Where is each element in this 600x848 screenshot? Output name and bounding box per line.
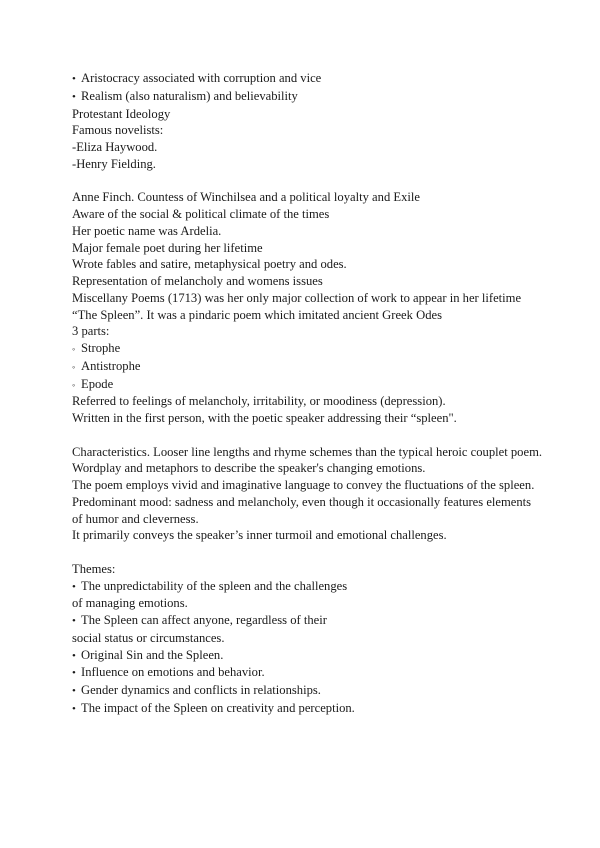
bullet-icon: ◦ bbox=[72, 344, 76, 354]
text-line: Wordplay and metaphors to describe the speaker's changing emotions. bbox=[72, 461, 426, 476]
theme-text: Original Sin and the Spleen. bbox=[81, 647, 224, 662]
paragraph-spacer bbox=[72, 173, 542, 190]
theme-text: The Spleen can affect anyone, regardless of their bbox=[81, 613, 327, 627]
theme-item-continuation: social status or circumstances. bbox=[72, 630, 225, 645]
paragraph-spacer bbox=[72, 544, 542, 561]
bullet-icon: ◦ bbox=[72, 379, 76, 390]
theme-item bbox=[72, 682, 542, 700]
part-text: Epode bbox=[81, 376, 114, 391]
themes-section bbox=[72, 561, 542, 718]
theme-item bbox=[72, 647, 542, 665]
text-line: Predominant mood: sadness and melancholy, even though it occasionally features elements of humor and cleverness. bbox=[72, 494, 532, 526]
bullet-icon: • bbox=[72, 685, 76, 697]
text-line: Major female poet during her lifetime bbox=[72, 240, 263, 255]
bullet-icon: • bbox=[72, 702, 76, 715]
text-line: Anne Finch. Countess of Winchilsea and a political loyalty and Exile bbox=[72, 190, 420, 205]
theme-text: The unpredictability of the spleen and the challenges bbox=[81, 578, 348, 593]
text-line: Referred to feelings of melancholy, irritability, or moodiness (depression). bbox=[72, 394, 446, 409]
text-line: Characteristics. Looser line lengths and rhyme schemes than the typical heroic couplet poem. bbox=[72, 444, 543, 459]
part-text: Strophe bbox=[81, 341, 121, 355]
text-line: -Henry Fielding. bbox=[72, 156, 156, 171]
text-line: Her poetic name was Ardelia. bbox=[72, 223, 222, 238]
paragraph-spacer bbox=[72, 427, 542, 444]
text-line: Miscellany Poems (1713) was her only major collection of work to appear in her lifetime bbox=[72, 290, 522, 305]
part-item bbox=[72, 340, 542, 358]
text-line: Protestant Ideology bbox=[72, 106, 171, 121]
bullet-line bbox=[72, 88, 542, 106]
bullet-text: Realism (also naturalism) and believability bbox=[81, 88, 298, 103]
theme-item bbox=[72, 612, 542, 630]
document-page bbox=[72, 70, 542, 718]
bullet-icon: • bbox=[72, 580, 76, 593]
bullet-icon: • bbox=[72, 615, 76, 627]
part-item bbox=[72, 358, 542, 376]
bullet-icon: • bbox=[72, 73, 76, 85]
intro-section bbox=[72, 70, 542, 173]
bullet-icon: • bbox=[72, 90, 76, 103]
text-line: It primarily conveys the speaker’s inner turmoil and emotional challenges. bbox=[72, 528, 447, 543]
text-line: The poem employs vivid and imaginative language to convey the fluctuations of the spleen. bbox=[72, 478, 535, 492]
theme-text: Gender dynamics and conflicts in relationships. bbox=[81, 683, 321, 697]
bullet-icon: • bbox=[72, 667, 76, 680]
finch-section bbox=[72, 189, 542, 427]
bullet-line bbox=[72, 70, 542, 88]
text-line: Wrote fables and satire, metaphysical poetry and odes. bbox=[72, 257, 347, 272]
bullet-icon: • bbox=[72, 649, 76, 662]
text-line: 3 parts: bbox=[72, 324, 110, 339]
text-line: Written in the first person, with the poetic speaker addressing their “spleen". bbox=[72, 411, 457, 425]
bullet-icon: ◦ bbox=[72, 361, 76, 372]
theme-text: Influence on emotions and behavior. bbox=[81, 665, 265, 680]
theme-item bbox=[72, 700, 542, 718]
theme-item bbox=[72, 664, 542, 682]
part-item bbox=[72, 376, 542, 394]
text-line: “The Spleen”. It was a pindaric poem which imitated ancient Greek Odes bbox=[72, 307, 442, 322]
text-line: Representation of melancholy and womens issues bbox=[72, 274, 323, 288]
text-line: -Eliza Haywood. bbox=[72, 140, 158, 154]
text-line: Aware of the social & political climate of the times bbox=[72, 207, 330, 221]
themes-heading: Themes: bbox=[72, 561, 116, 576]
theme-text: The impact of the Spleen on creativity and perception. bbox=[81, 700, 355, 715]
part-text: Antistrophe bbox=[81, 358, 141, 373]
bullet-text: Aristocracy associated with corruption and vice bbox=[81, 71, 322, 85]
text-line: Famous novelists: bbox=[72, 123, 164, 138]
characteristics-section bbox=[72, 444, 542, 545]
theme-item bbox=[72, 578, 542, 596]
theme-item-continuation: of managing emotions. bbox=[72, 596, 188, 611]
